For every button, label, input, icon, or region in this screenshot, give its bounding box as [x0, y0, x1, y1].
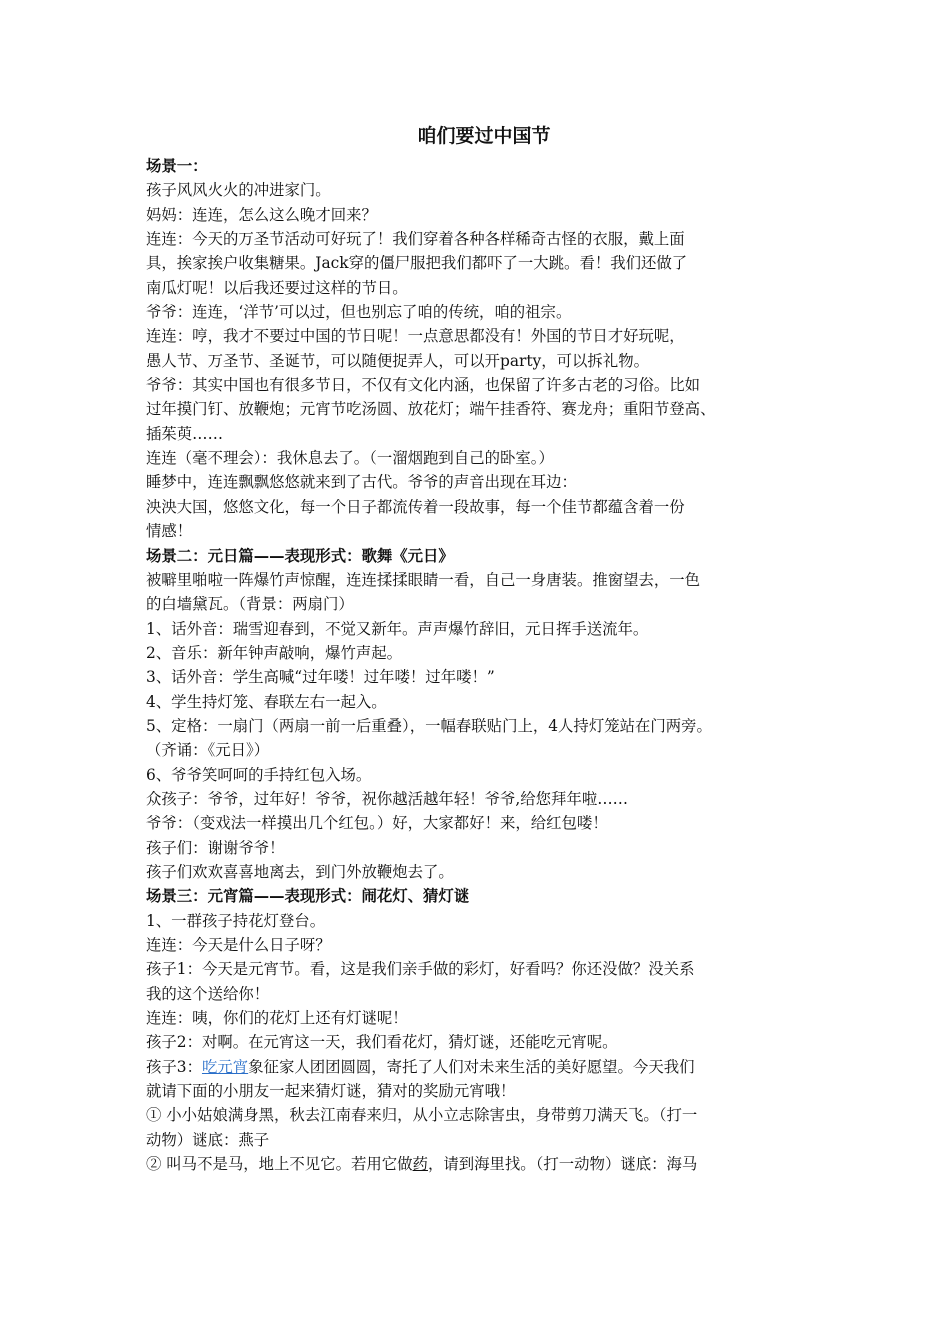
paragraph-line: [146, 1152, 812, 1176]
underlined-word: 药: [412, 1155, 428, 1174]
paragraph-line: 孩子们：谢谢爷爷！: [146, 838, 285, 857]
paragraph-line: 2、音乐：新年钟声敲响，爆竹声起。: [146, 643, 403, 662]
paragraph-line: 泱泱大国，悠悠文化，每一个日子都流传着一段故事，每一个佳节都蕴含着一份: [146, 497, 685, 516]
paragraph-line: 4、学生持灯笼、春联左右一起入。: [146, 692, 387, 711]
paragraph-line: 我的这个送给你！: [146, 984, 270, 1003]
document-page: [146, 118, 812, 1176]
line-text: ② 叫马不是马，地上不见它。若用它做: [146, 1155, 413, 1174]
paragraph-line: 连连：咦，你们的花灯上还有灯谜呢！: [146, 1009, 408, 1028]
paragraph-line: ① 小小姑娘满身黑，秋去江南春来归，从小立志除害虫，身带剪刀满天飞。（打一: [146, 1106, 698, 1125]
paragraph-line: 过年摸门钉、放鞭炮；元宵节吃汤圆、放花灯；端午挂香符、赛龙舟；重阳节登高、: [146, 400, 716, 419]
section-heading: 场景一：: [146, 157, 208, 175]
paragraph-line: 情感！: [146, 522, 193, 541]
paragraph-line: 3、话外音：学生高喊“过年喽！过年喽！过年喽！”: [146, 668, 495, 687]
paragraph-line: 众孩子：爷爷，过年好！爷爷，祝你越活越年轻！爷爷,给您拜年啦……: [146, 789, 629, 808]
paragraph-line: 爷爷：其实中国也有很多节日，不仅有文化内涵，也保留了许多古老的习俗。比如: [146, 376, 701, 395]
paragraph-line: 南瓜灯呢！以后我还要过这样的节日。: [146, 278, 408, 297]
paragraph-line: 孩子们欢欢喜喜地离去，到门外放鞭炮去了。: [146, 862, 454, 881]
paragraph-line: 连连：哼，我才不要过中国的节日呢！一点意思都没有！外国的节日才好玩呢，: [146, 327, 685, 346]
paragraph-line: 连连：今天是什么日子呀？: [146, 936, 331, 954]
paragraph-line: [146, 1055, 812, 1079]
line-text: 孩子3：: [146, 1057, 202, 1076]
paragraph-line: （齐诵：《元日》）: [146, 741, 270, 760]
paragraph-line: 就请下面的小朋友一起来猜灯谜，猜对的奖励元宵哦！: [146, 1082, 516, 1101]
paragraph-line: 插茱萸……: [146, 424, 223, 443]
paragraph-line: 1、一群孩子持花灯登台。: [146, 911, 326, 930]
paragraph-line: 孩子2：对啊。在元宵这一天，我们看花灯，猜灯谜，还能吃元宵呢。: [146, 1033, 618, 1052]
document-title: 咱们要过中国节: [417, 125, 551, 147]
paragraph-line: 1、话外音：瑞雪迎春到，不觉又新年。声声爆竹辞旧，元日挥手送流年。: [146, 619, 649, 638]
paragraph-line: 的白墙黛瓦。（背景：两扇门）: [146, 595, 354, 614]
paragraph-line: 具，挨家挨户收集糖果。Jack穿的僵尸服把我们都吓了一大跳。看！我们还做了: [146, 254, 688, 273]
paragraph-line: 连连：今天的万圣节活动可好玩了！我们穿着各种各样稀奇古怪的衣服，戴上面: [146, 230, 685, 249]
paragraph-line: 5、定格：一扇门（两扇一前一后重叠），一幅春联贴门上，4人持灯笼站在门两旁。: [146, 716, 712, 735]
section-heading: 场景二：元日篇——表现形式：歌舞《元日》: [146, 546, 454, 565]
paragraph-line: 妈妈：连连，怎么这么晚才回来？: [146, 205, 377, 224]
paragraph-line: 被噼里啪啦一阵爆竹声惊醒，连连揉揉眼睛一看，自己一身唐装。推窗望去，一色: [146, 570, 701, 589]
paragraph-line: 动物）谜底：燕子: [146, 1130, 270, 1149]
paragraph-line: 6、爷爷笑呵呵的手持红包入场。: [146, 765, 372, 784]
paragraph-line: 孩子风风火火的冲进家门。: [146, 181, 331, 200]
line-text: 象征家人团团圆圆，寄托了人们对未来生活的美好愿望。今天我们: [248, 1057, 695, 1076]
paragraph-line: 连连（毫不理会）：我休息去了。（一溜烟跑到自己的卧室。）: [146, 449, 554, 468]
paragraph-line: 睡梦中，连连飘飘悠悠就来到了古代。爷爷的声音出现在耳边：: [146, 473, 577, 492]
paragraph-line: 孩子1：今天是元宵节。看，这是我们亲手做的彩灯，好看吗？你还没做？没关系: [146, 960, 695, 979]
paragraph-line: 爷爷：连连，‘洋节’可以过，但也别忘了咱的传统，咱的祖宗。: [146, 303, 572, 322]
paragraph-line: 愚人节、万圣节、圣诞节，可以随便捉弄人，可以开party，可以拆礼物。: [146, 351, 649, 370]
paragraph-line: 爷爷：（变戏法一样摸出几个红包。）好，大家都好！来，给红包喽！: [146, 814, 608, 833]
inline-link[interactable]: 吃元宵: [201, 1057, 249, 1076]
document-body: [146, 154, 812, 1176]
line-text: ，请到海里找。（打一动物）谜底：海马: [427, 1155, 698, 1174]
section-heading: 场景三：元宵篇——表现形式：闹花灯、猜灯谜: [146, 887, 470, 906]
